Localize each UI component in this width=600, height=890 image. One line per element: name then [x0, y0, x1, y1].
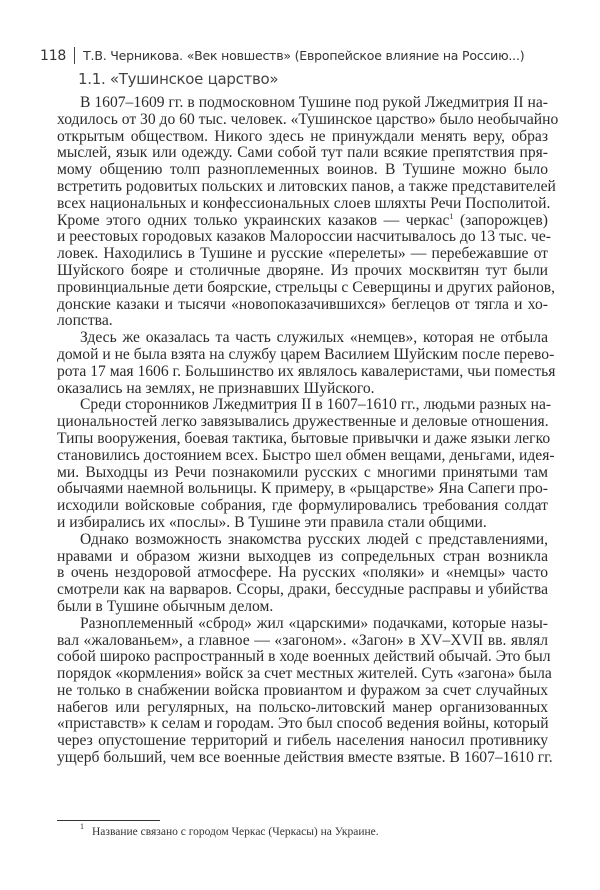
text-line: провинциальные дети боярские, стрельцы с Северщины и других районов,: [57, 278, 556, 296]
paragraph: [57, 614, 553, 767]
text-line: открытым обществом. Никого здесь не принуждали менять веру, образ: [57, 127, 548, 145]
text-line: мому общению толп разноплеменных воинов. В Тушине можно было: [57, 161, 548, 179]
header-divider: [74, 47, 75, 64]
footnote: [80, 822, 379, 838]
text-line: ми. Выходцы из Речи познакомили русских с многими принятыми там: [57, 463, 548, 481]
text-line: оказались на землях, не признавших Шуйского.: [57, 379, 375, 397]
text-line: в очень нездоровой атмосфере. На русских «поляки» и «немцы» часто: [57, 564, 548, 582]
text-line: Разноплеменный «сброд» жил «царскими» подачками, которые назы-: [80, 614, 548, 632]
text-line: Типы вооружения, боевая тактика, бытовые привычки и даже языки легко: [57, 429, 551, 447]
line-text: Кроме этого одних только украинских казаков — черкас: [57, 211, 450, 229]
text-line: [57, 213, 548, 230]
body-text: [57, 94, 559, 767]
text-line: встретить родовитых польских и литовских панов, а также представителей: [57, 177, 556, 195]
text-line: становились достоянием всех. Быстро шел обмен вещами, деньгами, идея-: [57, 446, 555, 464]
line-text: (запорожцев): [453, 211, 548, 229]
text-line: не только в снабжении войска провиантом и фуражом за счет случайных: [57, 681, 548, 699]
text-line: набегов или регулярных, на польско-литовский манер организованных: [57, 698, 548, 716]
text-line: порядок «кормления» войск за счет местных жителей. Суть «загона» была: [57, 665, 552, 683]
text-line: смотрели как на варваров. Ссоры, драки, бессудные расправы и убийства: [57, 581, 548, 599]
paragraph: [57, 329, 556, 397]
running-header: [40, 47, 524, 64]
text-line: всех национальных и конфессиональных слоев шляхты Речи Посполитой.: [57, 194, 551, 212]
footnote-reference[interactable]: 1: [449, 211, 454, 221]
text-line: ходилось от 30 до 60 тыс. человек. «Тушинское царство» было необычайно: [57, 110, 559, 128]
text-line: Однако возможность знакомства русских людей с представлениями,: [80, 530, 548, 548]
text-line: собой широко распространный в ходе военных действий обычай. Это был: [57, 648, 551, 666]
text-line: ловек. Находились в Тушине и русские «перелеты» — перебежавшие от: [57, 245, 548, 263]
running-title: Т.В. Черникова. «Век новшеств» (Европейское влияние на Россию...): [83, 48, 525, 63]
text-line: рота 17 мая 1606 г. Большинство их являлось кавалеристами, чьи поместья: [57, 362, 556, 380]
text-line: «приставств» к селам и городам. Это был способ ведения войны, который: [57, 715, 549, 733]
page-number: 118: [40, 48, 67, 64]
text-line: Шуйского бояре и столичные дворяне. Из прочих москвитян тут были: [57, 261, 548, 279]
text-line: Здесь же оказалась та часть служилых «немцев», которая не отбыла: [80, 329, 548, 347]
text-line: лопства.: [57, 312, 113, 330]
text-line: нравами и образом жизни выходцев из сопредельных стран возникла: [57, 547, 548, 565]
footnote-rule: [57, 820, 160, 821]
footnote-text: Название связано с городом Черкас (Черкасы) на Украине.: [92, 826, 379, 838]
text-line: вал «жалованьем», а главное — «загоном». «Загон» в XV–XVII вв. являл: [57, 631, 548, 649]
text-line: были в Тушине обычным делом.: [57, 597, 274, 615]
text-line: через опустошение территорий и гибель населения наносил противнику: [57, 732, 548, 750]
text-line: исходили войсковые собрания, где формулировались требования солдат: [57, 497, 548, 515]
text-line: и реестовых городовых казаков Малороссии насчитывалось до 13 тыс. че-: [57, 228, 552, 246]
paragraph: [57, 396, 555, 531]
text-line: мыслей, язык или одежду. Сами собой тут пали всякие препятствия пря-: [57, 144, 548, 162]
text-line: обычаями наемной вольницы. К примеру, в «рыцарстве» Яна Сапеги про-: [57, 480, 548, 498]
paragraph: [57, 94, 559, 330]
footnote-mark: 1: [80, 822, 84, 831]
text-line: В 1607–1609 гг. в подмосковном Тушине под рукой Лжедмитрия II на-: [80, 94, 548, 111]
text-line: донские казаки и тысячи «новопоказачившихся» беглецов от тягла и хо-: [57, 295, 548, 313]
text-line: циональностей легко завязывались дружественные и деловые отношения.: [57, 413, 549, 431]
text-line: Среди сторонников Лжедмитрия II в 1607–1610 гг., людьми разных на-: [80, 396, 552, 414]
paragraph: [57, 532, 548, 616]
text-line: и избирались их «послы». В Тушине эти правила стали общими.: [57, 513, 487, 531]
text-line: ущерб больший, чем все военные действия вместе взятые. В 1607–1610 гг.: [57, 749, 553, 767]
section-title: 1.1. «Тушинское царство»: [78, 70, 279, 88]
text-line: домой и не была взята на службу царем Василием Шуйским после перево-: [57, 345, 555, 363]
